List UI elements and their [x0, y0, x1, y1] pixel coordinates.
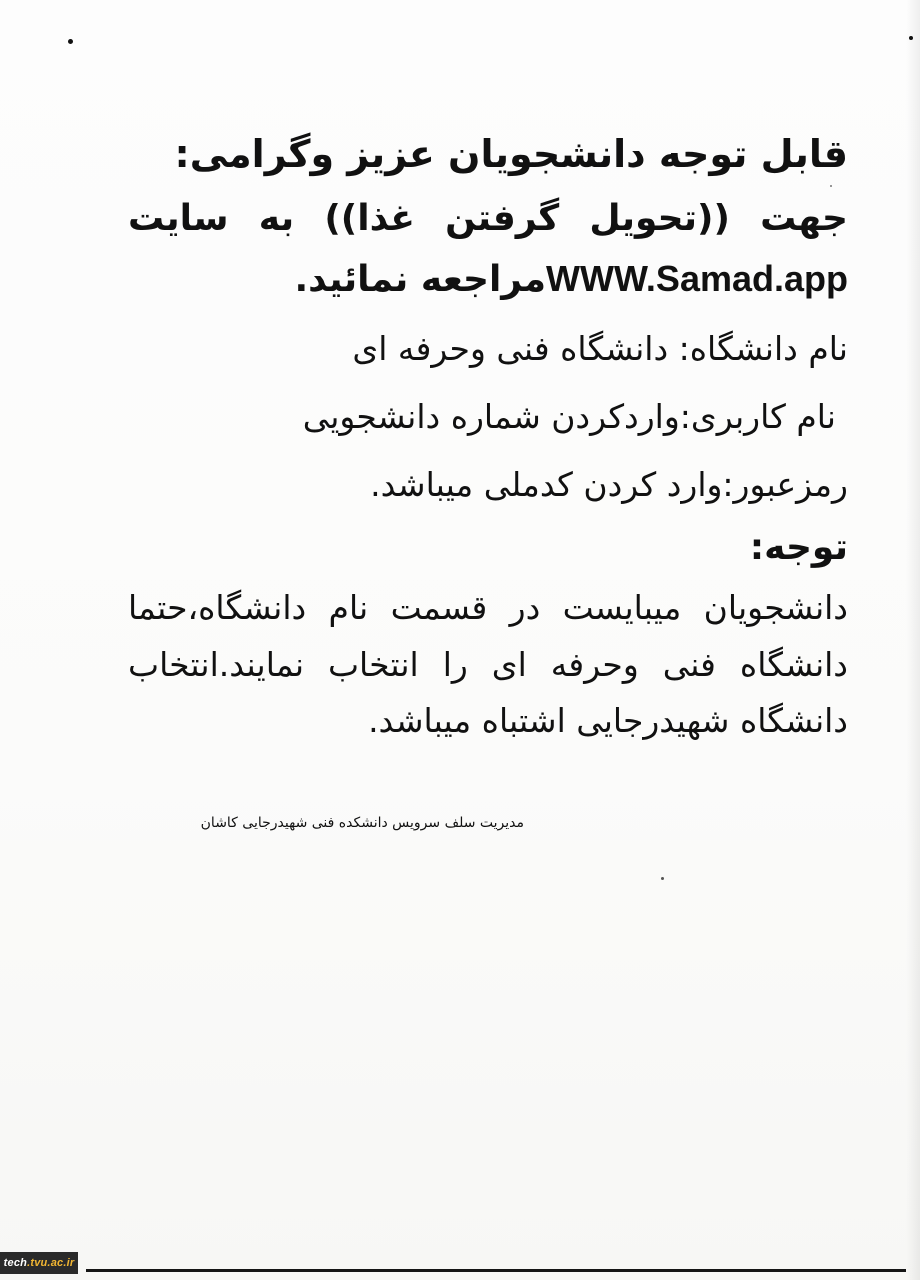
scan-shadow	[906, 0, 920, 1280]
notice-instruction-line1: جهت ((تحویل گرفتن غذا)) به سایت	[128, 198, 848, 239]
notice-body	[128, 124, 848, 749]
note-line-2: دانشگاه فنی وحرفه ای را انتخاب نمایند.انتخاب	[128, 645, 848, 684]
note-line-3: دانشگاه شهیدرجایی اشتباه میباشد.	[368, 701, 848, 740]
note-heading: توجه:	[749, 527, 848, 568]
site-watermark	[0, 1252, 78, 1274]
watermark-prefix: tech	[3, 1257, 28, 1269]
site-url: WWW.Samad.app	[545, 258, 848, 299]
bottom-divider	[86, 1269, 906, 1272]
scan-speck	[68, 39, 73, 44]
password-line: رمزعبور:وارد کردن کدملی میباشد.	[370, 465, 848, 504]
management-signature: مدیریت سلف سرویس دانشکده فنی شهیدرجایی کاشان	[200, 815, 524, 831]
scan-speck	[909, 36, 913, 40]
watermark-domain: .tvu.ac.ir	[27, 1257, 75, 1269]
username-line: نام کاربری:واردکردن شماره دانشجویی	[302, 397, 836, 436]
scan-speck	[661, 877, 664, 880]
note-line-1: دانشجویان میبایست در قسمت نام دانشگاه،حتما	[128, 588, 848, 627]
refer-text: مراجعه نمائید.	[294, 259, 546, 300]
notice-instruction-line2	[128, 246, 848, 313]
notice-title: قابل توجه دانشجویان عزیز وگرامی:	[174, 132, 848, 176]
university-name-line: نام دانشگاه: دانشگاه فنی وحرفه ای	[352, 329, 848, 368]
